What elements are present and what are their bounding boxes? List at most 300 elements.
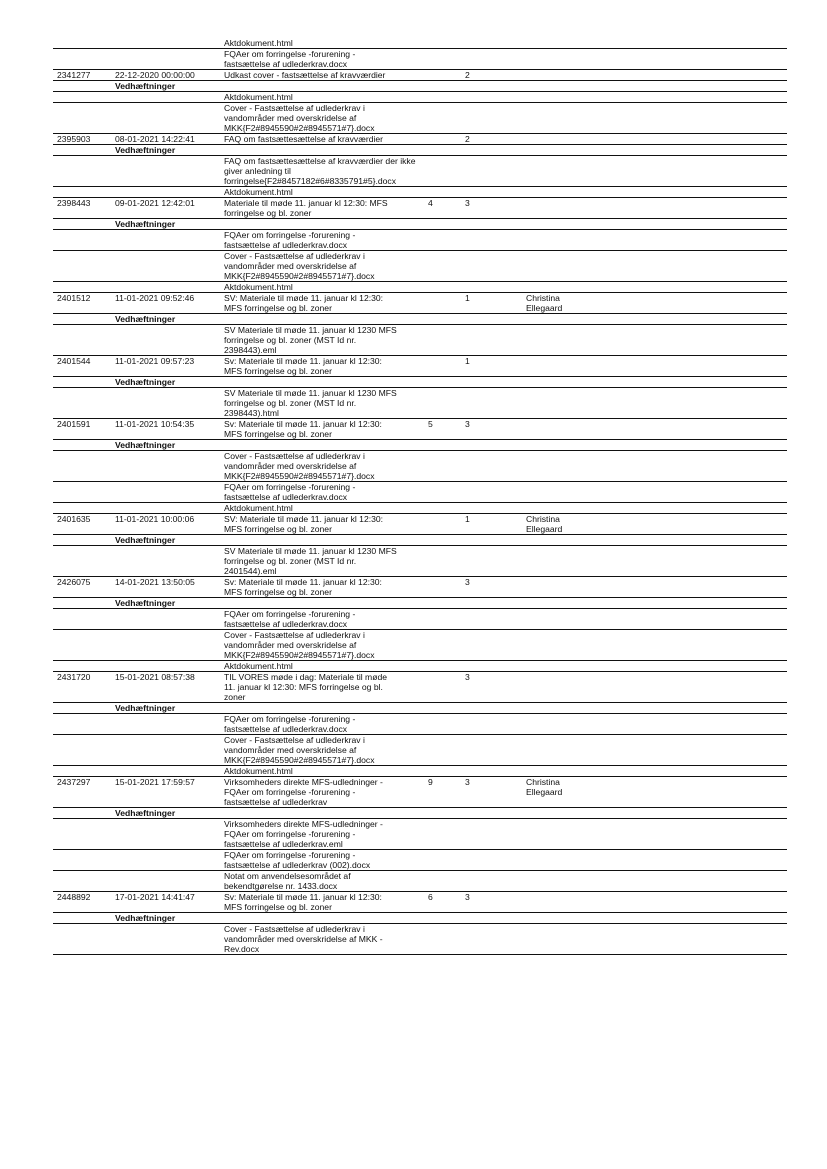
empty-cell (53, 92, 111, 102)
doc-sender (522, 892, 787, 912)
empty-cell (522, 703, 787, 713)
doc-id: 2341277 (57, 70, 91, 80)
empty-cell (111, 388, 220, 418)
doc-id: 2437297 (57, 777, 91, 787)
attachment-row (53, 714, 787, 735)
empty-cell (111, 850, 220, 870)
empty-cell (424, 325, 461, 355)
doc-count: 2 (465, 70, 470, 80)
doc-date: 11-01-2021 09:52:46 (115, 293, 195, 303)
attachments-header-row (53, 145, 787, 156)
attachments-label: Vedhæftninger (115, 913, 176, 923)
empty-cell (522, 714, 787, 734)
empty-cell (111, 49, 220, 69)
document-row (53, 70, 787, 81)
attachment-row (53, 38, 787, 49)
doc-count: 3 (465, 672, 470, 682)
empty-cell (461, 850, 522, 870)
empty-cell (522, 735, 787, 765)
empty-cell (111, 103, 220, 133)
attachment-row (53, 924, 787, 955)
empty-cell (53, 145, 111, 155)
doc-pages (424, 70, 461, 80)
doc-pages: 5 (428, 419, 433, 429)
doc-pages (424, 672, 461, 702)
empty-cell (461, 92, 522, 102)
empty-cell (53, 546, 111, 576)
empty-cell (53, 230, 111, 250)
attachment-row (53, 325, 787, 356)
empty-cell (53, 535, 111, 545)
empty-cell (53, 156, 111, 186)
empty-cell (424, 609, 461, 629)
empty-cell (424, 503, 461, 513)
attachment-row (53, 92, 787, 103)
empty-cell (53, 219, 111, 229)
empty-cell (220, 145, 424, 155)
doc-id: 2431720 (57, 672, 91, 682)
empty-cell (461, 503, 522, 513)
doc-title: Virksomheders direkte MFS-udledninger - FQAer om forringelse -forurening - fastsættelse af udlederkrav (224, 777, 383, 807)
attachment-filename: Aktdokument.html (224, 503, 293, 513)
empty-cell (461, 282, 522, 292)
empty-cell (461, 156, 522, 186)
empty-cell (522, 819, 787, 849)
attachments-header-row (53, 440, 787, 451)
empty-cell (522, 661, 787, 671)
attachments-header-row (53, 535, 787, 546)
empty-cell (424, 219, 461, 229)
doc-title: TIL VORES møde i dag: Materiale til møde 11. januar kl 12:30: MFS forringelse og bl. zoner (224, 672, 388, 702)
attachment-row (53, 482, 787, 503)
doc-count: 3 (465, 777, 470, 787)
empty-cell (53, 38, 111, 48)
empty-cell (424, 871, 461, 891)
attachment-row (53, 187, 787, 198)
empty-cell (53, 913, 111, 923)
empty-cell (461, 187, 522, 197)
attachment-row (53, 49, 787, 70)
empty-cell (111, 325, 220, 355)
empty-cell (522, 503, 787, 513)
attachment-row (53, 630, 787, 661)
document-row (53, 514, 787, 535)
doc-id: 2398443 (57, 198, 91, 208)
empty-cell (424, 440, 461, 450)
empty-cell (522, 325, 787, 355)
empty-cell (53, 103, 111, 133)
empty-cell (461, 251, 522, 281)
empty-cell (461, 535, 522, 545)
doc-date: 15-01-2021 08:57:38 (115, 672, 195, 682)
empty-cell (111, 251, 220, 281)
empty-cell (424, 38, 461, 48)
doc-count: 3 (465, 577, 470, 587)
empty-cell (111, 156, 220, 186)
empty-cell (111, 714, 220, 734)
empty-cell (424, 49, 461, 69)
empty-cell (220, 703, 424, 713)
attachments-header-row (53, 703, 787, 714)
empty-cell (424, 187, 461, 197)
attachments-label: Vedhæftninger (115, 440, 176, 450)
attachment-filename: Cover - Fastsættelse af udlederkrav i vandområder med overskridelse af MKK - Rev.docx (224, 924, 383, 954)
empty-cell (53, 598, 111, 608)
attachment-row (53, 609, 787, 630)
document-row (53, 777, 787, 808)
empty-cell (53, 630, 111, 660)
doc-date: 14-01-2021 13:50:05 (115, 577, 195, 587)
empty-cell (111, 38, 220, 48)
empty-cell (424, 251, 461, 281)
empty-cell (220, 535, 424, 545)
empty-cell (461, 377, 522, 387)
doc-title: Sv: Materiale til møde 11. januar kl 12:30: MFS forringelse og bl. zoner (224, 419, 382, 439)
doc-sender: Christina Ellegaard (526, 514, 563, 534)
empty-cell (522, 451, 787, 481)
empty-cell (461, 819, 522, 849)
doc-sender (522, 70, 787, 80)
attachments-header-row (53, 314, 787, 325)
attachment-row (53, 451, 787, 482)
empty-cell (53, 703, 111, 713)
empty-cell (522, 482, 787, 502)
empty-cell (461, 714, 522, 734)
doc-id: 2448892 (57, 892, 91, 902)
doc-id: 2401635 (57, 514, 91, 524)
empty-cell (53, 714, 111, 734)
empty-cell (111, 819, 220, 849)
attachment-row (53, 230, 787, 251)
attachments-header-row (53, 81, 787, 92)
empty-cell (522, 156, 787, 186)
attachments-label: Vedhæftninger (115, 314, 176, 324)
empty-cell (424, 598, 461, 608)
empty-cell (522, 546, 787, 576)
doc-pages: 9 (428, 777, 433, 787)
empty-cell (424, 377, 461, 387)
empty-cell (53, 609, 111, 629)
empty-cell (461, 451, 522, 481)
empty-cell (111, 92, 220, 102)
empty-cell (220, 808, 424, 818)
empty-cell (53, 377, 111, 387)
attachment-row (53, 661, 787, 672)
doc-date: 17-01-2021 14:41:47 (115, 892, 195, 902)
doc-date: 11-01-2021 10:54:35 (115, 419, 195, 429)
doc-sender (522, 672, 787, 702)
empty-cell (53, 440, 111, 450)
empty-cell (461, 145, 522, 155)
empty-cell (522, 388, 787, 418)
empty-cell (522, 850, 787, 870)
empty-cell (461, 598, 522, 608)
empty-cell (461, 440, 522, 450)
doc-pages: 6 (428, 892, 433, 902)
attachment-filename: FQAer om forringelse -forurening - fastsættelse af udlederkrav (002).docx (224, 850, 371, 870)
empty-cell (461, 314, 522, 324)
attachments-header-row (53, 219, 787, 230)
empty-cell (461, 81, 522, 91)
empty-cell (522, 145, 787, 155)
attachments-header-row (53, 808, 787, 819)
doc-sender: Christina Ellegaard (526, 777, 563, 797)
empty-cell (522, 440, 787, 450)
doc-count: 1 (465, 293, 470, 303)
document-row (53, 577, 787, 598)
doc-date: 08-01-2021 14:22:41 (115, 134, 195, 144)
empty-cell (220, 219, 424, 229)
empty-cell (522, 38, 787, 48)
empty-cell (111, 924, 220, 954)
doc-title: Materiale til møde 11. januar kl 12:30: MFS forringelse og bl. zoner (224, 198, 388, 218)
empty-cell (424, 630, 461, 660)
empty-cell (424, 92, 461, 102)
empty-cell (424, 81, 461, 91)
empty-cell (461, 735, 522, 765)
empty-cell (522, 314, 787, 324)
empty-cell (424, 103, 461, 133)
empty-cell (111, 661, 220, 671)
doc-count: 3 (465, 419, 470, 429)
empty-cell (424, 661, 461, 671)
empty-cell (111, 630, 220, 660)
empty-cell (53, 388, 111, 418)
empty-cell (424, 924, 461, 954)
attachments-label: Vedhæftninger (115, 145, 176, 155)
empty-cell (424, 282, 461, 292)
doc-id: 2401512 (57, 293, 91, 303)
attachment-row (53, 251, 787, 282)
empty-cell (424, 850, 461, 870)
doc-sender (522, 356, 787, 376)
empty-cell (111, 609, 220, 629)
empty-cell (522, 609, 787, 629)
attachment-filename: SV Materiale til møde 11. januar kl 1230 MFS forringelse og bl. zoner (MST Id nr. 2398443).eml (224, 325, 397, 355)
empty-cell (424, 230, 461, 250)
empty-cell (522, 598, 787, 608)
empty-cell (522, 219, 787, 229)
document-table (53, 38, 787, 955)
document-row (53, 293, 787, 314)
attachment-filename: Virksomheders direkte MFS-udledninger - FQAer om forringelse -forurening - fastsættelse af udlederkrav.eml (224, 819, 383, 849)
doc-count: 2 (465, 134, 470, 144)
empty-cell (461, 924, 522, 954)
attachment-filename: Aktdokument.html (224, 766, 293, 776)
doc-id: 2401591 (57, 419, 91, 429)
attachment-filename: Aktdokument.html (224, 282, 293, 292)
attachment-filename: FAQ om fastsættesættelse af kravværdier der ikke giver anledning til forringelse{F2#8457182#6#8335791#5}.docx (224, 156, 416, 186)
document-row (53, 419, 787, 440)
empty-cell (461, 808, 522, 818)
empty-cell (53, 871, 111, 891)
attachment-row (53, 103, 787, 134)
empty-cell (53, 503, 111, 513)
attachment-filename: FQAer om forringelse -forurening - fastsættelse af udlederkrav.docx (224, 230, 356, 250)
empty-cell (461, 219, 522, 229)
empty-cell (220, 81, 424, 91)
empty-cell (461, 482, 522, 502)
empty-cell (522, 103, 787, 133)
empty-cell (111, 546, 220, 576)
doc-pages (424, 577, 461, 597)
empty-cell (461, 913, 522, 923)
doc-title: SV: Materiale til møde 11. januar kl 12:30: MFS forringelse og bl. zoner (224, 514, 384, 534)
empty-cell (522, 871, 787, 891)
doc-pages (424, 134, 461, 144)
doc-sender (522, 419, 787, 439)
empty-cell (53, 735, 111, 765)
doc-sender: Christina Ellegaard (526, 293, 563, 313)
empty-cell (424, 913, 461, 923)
attachment-row (53, 735, 787, 766)
empty-cell (53, 187, 111, 197)
empty-cell (461, 703, 522, 713)
doc-id: 2395903 (57, 134, 91, 144)
doc-pages (424, 293, 461, 313)
empty-cell (53, 850, 111, 870)
attachment-filename: Cover - Fastsættelse af udlederkrav i vandområder med overskridelse af MKK{F2#8945590#2#8945571#7}.docx (224, 251, 375, 281)
empty-cell (220, 913, 424, 923)
attachment-filename: Cover - Fastsættelse af udlederkrav i vandområder med overskridelse af MKK{F2#8945590#2#8945571#7}.docx (224, 103, 375, 133)
empty-cell (522, 630, 787, 660)
empty-cell (111, 451, 220, 481)
doc-title: SV: Materiale til møde 11. januar kl 12:30: MFS forringelse og bl. zoner (224, 293, 384, 313)
document-row (53, 892, 787, 913)
empty-cell (424, 703, 461, 713)
attachment-filename: Aktdokument.html (224, 92, 293, 102)
doc-count: 3 (465, 198, 470, 208)
empty-cell (111, 735, 220, 765)
empty-cell (522, 230, 787, 250)
attachment-filename: FQAer om forringelse -forurening - fastsættelse af udlederkrav.docx (224, 609, 356, 629)
attachments-label: Vedhæftninger (115, 703, 176, 713)
attachments-label: Vedhæftninger (115, 81, 176, 91)
attachment-row (53, 546, 787, 577)
doc-date: 22-12-2020 00:00:00 (115, 70, 195, 80)
empty-cell (522, 766, 787, 776)
empty-cell (111, 482, 220, 502)
doc-sender (522, 198, 787, 218)
doc-title: Sv: Materiale til møde 11. januar kl 12:30: MFS forringelse og bl. zoner (224, 356, 382, 376)
attachment-filename: Aktdokument.html (224, 661, 293, 671)
empty-cell (522, 187, 787, 197)
empty-cell (522, 377, 787, 387)
doc-date: 15-01-2021 17:59:57 (115, 777, 195, 787)
empty-cell (522, 81, 787, 91)
attachment-filename: SV Materiale til møde 11. januar kl 1230 MFS forringelse og bl. zoner (MST Id nr. 2398443).html (224, 388, 397, 418)
document-row (53, 198, 787, 219)
attachment-row (53, 388, 787, 419)
attachments-label: Vedhæftninger (115, 598, 176, 608)
empty-cell (522, 808, 787, 818)
empty-cell (53, 81, 111, 91)
empty-cell (424, 482, 461, 502)
empty-cell (522, 49, 787, 69)
empty-cell (424, 388, 461, 418)
attachment-filename: Cover - Fastsættelse af udlederkrav i vandområder med overskridelse af MKK{F2#8945590#2#8945571#7}.docx (224, 735, 375, 765)
empty-cell (461, 546, 522, 576)
attachment-row (53, 282, 787, 293)
doc-date: 11-01-2021 09:57:23 (115, 356, 195, 366)
empty-cell (424, 714, 461, 734)
doc-count: 1 (465, 514, 470, 524)
attachment-row (53, 766, 787, 777)
doc-sender (522, 134, 787, 144)
document-row (53, 134, 787, 145)
attachments-label: Vedhæftninger (115, 808, 176, 818)
empty-cell (522, 92, 787, 102)
empty-cell (111, 503, 220, 513)
attachments-header-row (53, 913, 787, 924)
empty-cell (461, 103, 522, 133)
empty-cell (461, 230, 522, 250)
empty-cell (522, 913, 787, 923)
doc-id: 2401544 (57, 356, 91, 366)
empty-cell (53, 251, 111, 281)
empty-cell (53, 325, 111, 355)
attachment-filename: Notat om anvendelsesområdet af bekendtgørelse nr. 1433.docx (224, 871, 351, 891)
attachment-filename: Cover - Fastsættelse af udlederkrav i vandområder med overskridelse af MKK{F2#8945590#2#8945571#7}.docx (224, 451, 375, 481)
empty-cell (53, 924, 111, 954)
empty-cell (111, 187, 220, 197)
doc-sender (522, 577, 787, 597)
attachment-filename: FQAer om forringelse -forurening - fastsættelse af udlederkrav.docx (224, 49, 356, 69)
empty-cell (53, 314, 111, 324)
doc-pages (424, 356, 461, 376)
empty-cell (220, 314, 424, 324)
attachments-header-row (53, 598, 787, 609)
doc-title: Sv: Materiale til møde 11. januar kl 12:30: MFS forringelse og bl. zoner (224, 892, 382, 912)
empty-cell (522, 924, 787, 954)
empty-cell (522, 251, 787, 281)
doc-count: 1 (465, 356, 470, 366)
attachment-row (53, 503, 787, 514)
empty-cell (53, 49, 111, 69)
empty-cell (220, 440, 424, 450)
doc-title: Sv: Materiale til møde 11. januar kl 12:30: MFS forringelse og bl. zoner (224, 577, 382, 597)
document-row (53, 672, 787, 703)
empty-cell (53, 451, 111, 481)
empty-cell (53, 282, 111, 292)
empty-cell (220, 598, 424, 608)
empty-cell (220, 377, 424, 387)
attachment-filename: FQAer om forringelse -forurening - fastsættelse af udlederkrav.docx (224, 482, 356, 502)
empty-cell (424, 314, 461, 324)
attachment-filename: FQAer om forringelse -forurening - fastsættelse af udlederkrav.docx (224, 714, 356, 734)
empty-cell (111, 766, 220, 776)
doc-pages: 4 (428, 198, 433, 208)
attachment-row (53, 156, 787, 187)
doc-date: 11-01-2021 10:00:06 (115, 514, 195, 524)
empty-cell (424, 535, 461, 545)
empty-cell (111, 871, 220, 891)
doc-pages (424, 514, 461, 534)
empty-cell (461, 766, 522, 776)
empty-cell (111, 282, 220, 292)
empty-cell (522, 282, 787, 292)
attachments-label: Vedhæftninger (115, 535, 176, 545)
empty-cell (424, 546, 461, 576)
empty-cell (111, 230, 220, 250)
empty-cell (461, 388, 522, 418)
empty-cell (424, 808, 461, 818)
empty-cell (461, 609, 522, 629)
doc-date: 09-01-2021 12:42:01 (115, 198, 195, 208)
doc-title: Udkast cover - fastsættelse af kravværdier (224, 70, 386, 80)
empty-cell (53, 819, 111, 849)
attachment-filename: Aktdokument.html (224, 38, 293, 48)
